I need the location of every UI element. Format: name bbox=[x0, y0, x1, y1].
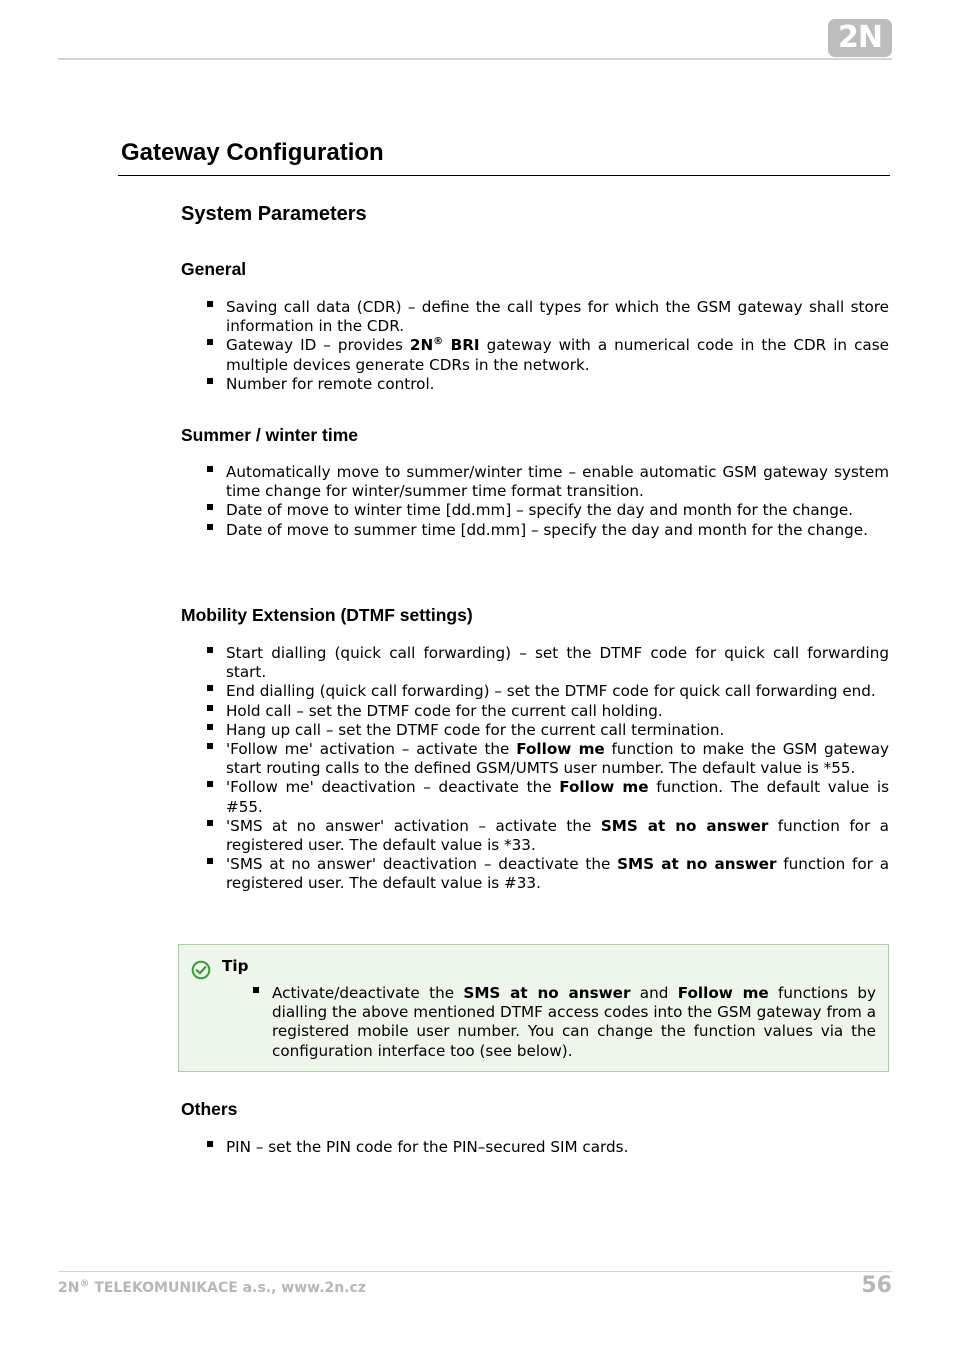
summer-winter-heading: Summer / winter time bbox=[181, 425, 358, 445]
list-item: PIN – set the PIN code for the PIN–secured SIM cards. bbox=[206, 1138, 889, 1157]
general-list bbox=[206, 298, 889, 394]
list-item: End dialling (quick call forwarding) – set the DTMF code for quick call forwarding end. bbox=[206, 682, 889, 701]
footer-rule bbox=[58, 1271, 892, 1272]
others-heading: Others bbox=[181, 1099, 238, 1119]
brand-name: 2N® BRI bbox=[409, 336, 480, 355]
list-item: Automatically move to summer/winter time – enable automatic GSM gateway system time change for winter/summer time format transition. bbox=[206, 463, 889, 501]
tip-box bbox=[178, 944, 889, 1072]
summer-winter-list bbox=[206, 463, 889, 540]
others-list bbox=[206, 1138, 889, 1157]
list-item: 'Follow me' activation – activate the Follow me function to make the GSM gateway start routing calls to the defined GSM/UMTS user number. The default value is *55. bbox=[206, 740, 889, 778]
tip-list bbox=[252, 984, 876, 1061]
list-item: Start dialling (quick call forwarding) – set the DTMF code for quick call forwarding start. bbox=[206, 644, 889, 682]
page-title: Gateway Configuration bbox=[121, 139, 384, 166]
mobility-list bbox=[206, 644, 889, 894]
list-item: 'SMS at no answer' activation – activate the SMS at no answer function for a registered user. The default value is *33. bbox=[206, 817, 889, 855]
page-number: 56 bbox=[861, 1273, 892, 1298]
company-logo: 2N bbox=[828, 19, 892, 57]
section-heading: System Parameters bbox=[181, 203, 367, 225]
list-item: Date of move to winter time [dd.mm] – specify the day and month for the change. bbox=[206, 501, 889, 520]
general-heading: General bbox=[181, 259, 247, 279]
list-item: Saving call data (CDR) – define the call types for which the GSM gateway shall store information in the CDR. bbox=[206, 298, 889, 336]
title-underline bbox=[118, 175, 890, 176]
list-item: 'Follow me' deactivation – deactivate the Follow me function. The default value is #55. bbox=[206, 778, 889, 816]
mobility-heading: Mobility Extension (DTMF settings) bbox=[181, 605, 473, 625]
list-item: Hang up call – set the DTMF code for the current call termination. bbox=[206, 721, 889, 740]
list-item: Number for remote control. bbox=[206, 375, 889, 394]
list-item: Gateway ID – provides 2N® BRI gateway with a numerical code in the CDR in case multiple devices generate CDRs in the network. bbox=[206, 336, 889, 374]
list-item: Activate/deactivate the SMS at no answer and Follow me functions by dialling the above mentioned DTMF access codes into the GSM gateway from a registered mobile user number. You can change the function values via the configuration interface too (see below). bbox=[252, 984, 876, 1061]
footer-company: 2N® TELEKOMUNIKACE a.s., www.2n.cz bbox=[58, 1278, 366, 1296]
check-circle-icon bbox=[191, 960, 211, 984]
list-item: Date of move to summer time [dd.mm] – specify the day and month for the change. bbox=[206, 521, 889, 540]
tip-title: Tip bbox=[222, 957, 249, 975]
list-item: 'SMS at no answer' deactivation – deactivate the SMS at no answer function for a registered user. The default value is #33. bbox=[206, 855, 889, 893]
header-rule bbox=[58, 58, 892, 60]
list-item: Hold call – set the DTMF code for the current call holding. bbox=[206, 702, 889, 721]
